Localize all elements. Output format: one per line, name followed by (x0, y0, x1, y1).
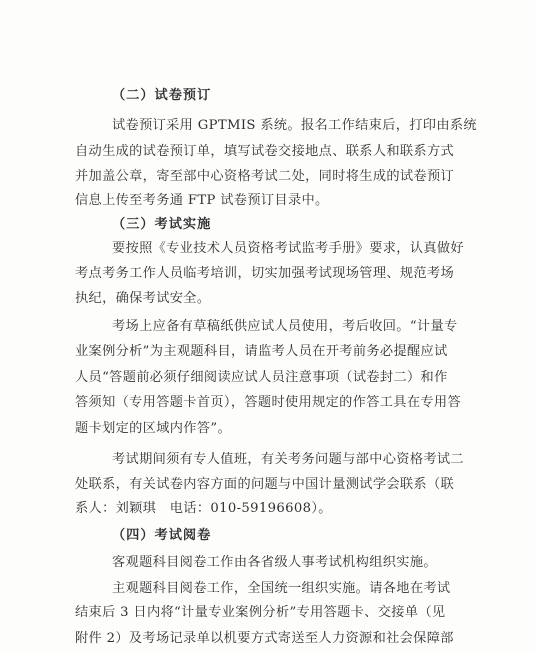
paragraph-line: 题卡划定的区域内作答”。 (75, 421, 232, 436)
section-heading-4: （四）考试阅卷 (112, 528, 212, 543)
paragraph-line: 答须知（专用答题卡首页），答题时使用规定的作答工具在专用答 (75, 395, 461, 410)
paragraph-line: 考点考务工作人员临考培训，切实加强考试现场管理、规范考场 (75, 266, 455, 281)
paragraph-line: 结束后 3 日内将“计量专业案例分析”专用答题卡、交接单（见 (75, 605, 446, 620)
paragraph-line: 处联系，有关试卷内容方面的问题与中国计量测试学会联系（联 (75, 477, 455, 492)
paragraph-line: 业案例分析”为主观题科目，请监考人员在开考前务必提醒应试 (75, 344, 448, 359)
paragraph-line: 试卷预订采用 GPTMIS 系统。报名工作结束后，打印由系统 (112, 118, 477, 133)
paragraph-line: 要按照《专业技术人员资格考试监考手册》要求，认真做好 (112, 241, 464, 256)
paragraph-line: 执纪，确保考试安全。 (75, 291, 211, 306)
paragraph-line: 考场上应备有草稿纸供应试人员使用，考后收回。“计量专 (112, 319, 458, 334)
paragraph-line: 系人：刘颖琪 电话：010-59196608）。 (75, 501, 332, 516)
paragraph-line: 主观题科目阅卷工作，全国统一组织实施。请各地在考试 (112, 581, 451, 596)
paragraph-line: 并加盖公章，寄至部中心资格考试二处，同时将生成的试卷预订 (75, 169, 455, 184)
paragraph-line: 人员“答题前必须仔细阅读应试人员注意事项（试卷封二）和作 (75, 370, 448, 385)
section-heading-3: （三）考试实施 (112, 217, 212, 232)
section-heading-2: （二）试卷预订 (112, 88, 212, 103)
paragraph-line: 客观题科目阅卷工作由各省级人事考试机构组织实施。 (112, 555, 437, 570)
paragraph-line: 考试期间须有专人值班，有关考务问题与部中心资格考试二 (112, 452, 464, 467)
paragraph-line: 附件 2）及考场记录单以机要方式寄送至人力资源和社会保障部 (75, 631, 454, 646)
paragraph-line: 信息上传至考务通 FTP 试卷预订目录中。 (75, 193, 329, 208)
paragraph-line: 自动生成的试卷预订单，填写试卷交接地点、联系人和联系方式 (75, 144, 455, 159)
